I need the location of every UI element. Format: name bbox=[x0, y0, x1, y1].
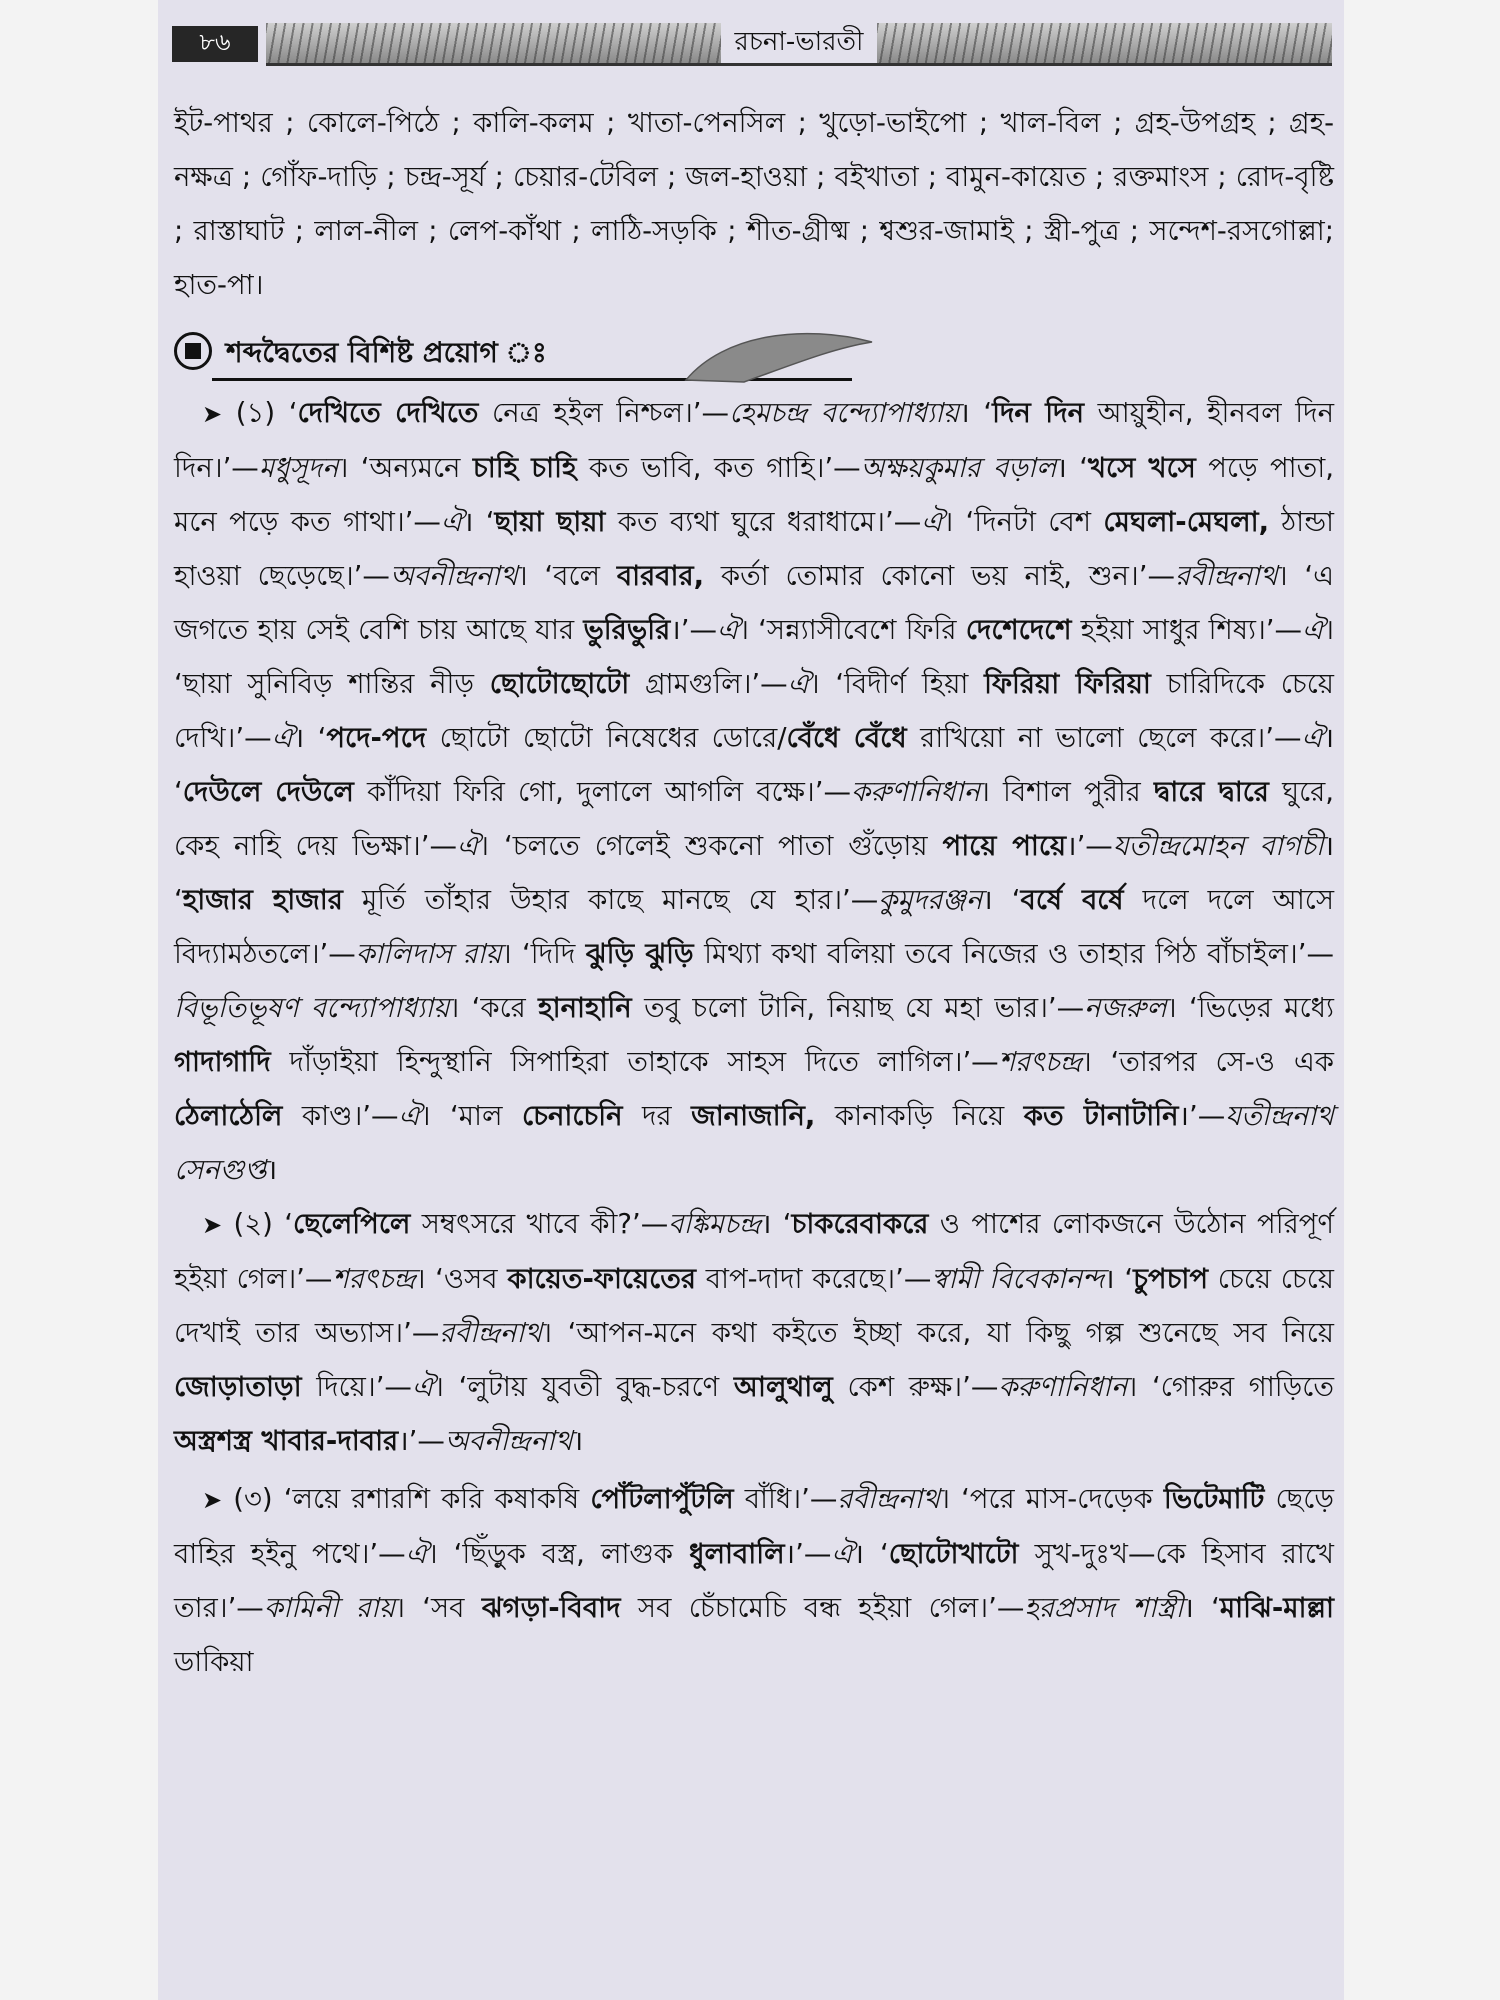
quote-text: মূর্তি তাঁহার উহার কাছে মানছে যে হার।’— bbox=[342, 884, 879, 916]
quote-text: । বিশাল পুরীর bbox=[979, 776, 1154, 808]
author-attribution: ঐ bbox=[831, 1538, 854, 1570]
author-attribution: যতীন্দ্রমোহন বাগচী bbox=[1112, 830, 1324, 862]
quote-text: । ‘গোরুর গাড়িতে bbox=[1127, 1371, 1334, 1403]
page-number: ৮৬ bbox=[172, 26, 258, 62]
author-attribution: ঐ bbox=[398, 1100, 421, 1132]
quote-text: । ‘অন্যমনে bbox=[338, 452, 473, 484]
quote-text: সব চেঁচামেচি বন্ধ হইয়া গেল।’— bbox=[620, 1592, 1025, 1624]
quote-text: । ‘ওসব bbox=[415, 1263, 508, 1295]
quote-text: তবু চলো টানি, নিয়াছ যে মহা ভার।’— bbox=[631, 992, 1085, 1024]
quote-text: । ‘তারপর সে-ও এক bbox=[1081, 1046, 1334, 1078]
author-attribution: ঐ bbox=[405, 1538, 428, 1570]
quote-text: গ্রামগুলি।’— bbox=[629, 668, 788, 700]
quote-text: । ‘ bbox=[853, 1538, 889, 1570]
quote-text: হইয়া সাধুর শিষ্য।’— bbox=[1071, 614, 1303, 646]
bold-example-word: ছায়া ছায়া bbox=[494, 506, 606, 538]
quote-text: ছোটো ছোটো নিষেধের ডোরে/ bbox=[426, 722, 787, 754]
arrow-bullet-icon: ➤ bbox=[202, 400, 223, 428]
bold-example-word: হানাহানি bbox=[538, 992, 632, 1024]
author-attribution: রবীন্দ্রনাথ bbox=[439, 1317, 543, 1349]
quote-text: । ‘ bbox=[174, 722, 1334, 808]
bold-example-word: অস্ত্রশস্ত্র খাবার-দাবার bbox=[174, 1425, 399, 1457]
author-attribution: শরৎচন্দ্র bbox=[332, 1263, 416, 1295]
bold-example-word: আলুথালু bbox=[733, 1371, 833, 1403]
decorative-grass-border-right bbox=[877, 23, 1332, 66]
quote-text: কত ব্যথা ঘুরে ধরাধামে।’— bbox=[605, 506, 922, 538]
bold-example-word: পোঁটলাপুঁটলি bbox=[590, 1483, 734, 1515]
quote-text: । ‘ bbox=[1183, 1592, 1220, 1624]
paragraph-text bbox=[174, 1483, 1334, 1678]
bold-example-word: দেখিতে দেখিতে bbox=[297, 397, 479, 429]
quote-text: । ‘এ জগতে হায় সেই বেশি চায় আছে যার bbox=[174, 560, 1334, 646]
quote-text: । ‘ bbox=[174, 830, 1334, 916]
bold-example-word: ঝুড়ি ঝুড়ি bbox=[585, 938, 694, 970]
quote-text: । ‘ bbox=[463, 506, 495, 538]
quote-text: ছেড়ে বাহির হইনু পথে।’— bbox=[174, 1483, 1334, 1570]
quote-text: ।’— bbox=[1066, 830, 1113, 862]
quote-text: কানাকড়ি নিয়ে bbox=[815, 1100, 1024, 1132]
quote-text: । ‘বলে bbox=[517, 560, 617, 592]
bold-example-word: চুপচাপ bbox=[1133, 1263, 1209, 1295]
author-attribution: রবীন্দ্রনাথ bbox=[837, 1483, 941, 1515]
section-heading bbox=[174, 322, 1334, 384]
quote-text: । ‘ bbox=[959, 397, 993, 429]
quote-text: । ‘দিনটা বেশ bbox=[943, 506, 1104, 538]
quote-text: । ‘করে bbox=[449, 992, 539, 1024]
author-attribution: ঐ bbox=[921, 506, 944, 538]
bold-example-word: কায়েত-ফায়েতের bbox=[507, 1263, 696, 1295]
quote-text: দর bbox=[622, 1100, 692, 1132]
quote-text: বাঁধি।’— bbox=[733, 1483, 838, 1515]
quote-text: ঠান্ডা হাওয়া ছেড়েছে।’— bbox=[174, 506, 1334, 592]
bold-example-word: ফিরিয়া ফিরিয়া bbox=[984, 668, 1151, 700]
author-attribution: ঐ bbox=[716, 614, 740, 646]
bold-example-word: খসে খসে bbox=[1087, 452, 1196, 484]
quote-text: । ‘আপন-মনে কথা কইতে ইচ্ছা করে, যা কিছু গল্প শুনেছে সব নিয়ে bbox=[542, 1317, 1334, 1349]
quote-text: দলে দলে আসে বিদ্যামঠতলে।’— bbox=[174, 884, 1335, 970]
quote-text: । ‘চলতে গেলেই শুকনো পাতা গুঁড়োয় bbox=[479, 830, 943, 862]
book-page bbox=[158, 0, 1344, 2000]
bold-example-word: বারবার, bbox=[616, 560, 705, 592]
bold-example-word: ভিটেমাটি bbox=[1163, 1483, 1265, 1515]
quote-text: । ‘ছায়া সুনিবিড় শান্তির নীড় bbox=[174, 614, 1334, 700]
quote-text: কত ভাবি, কত গাহি।’— bbox=[576, 452, 861, 484]
quote-text: দিয়ে।’— bbox=[301, 1371, 412, 1403]
quote-text: ।’— bbox=[784, 1538, 832, 1570]
bold-example-word: জানাজানি, bbox=[691, 1100, 816, 1132]
quote-text: । ‘সন্ন্যাসীবেশে ফিরি bbox=[739, 614, 966, 646]
author-attribution: কুমুদরঞ্জন bbox=[878, 884, 983, 916]
bold-example-word: ভুরিভুরি bbox=[583, 614, 671, 646]
author-attribution: ঐ bbox=[1302, 614, 1325, 646]
leaf-ornament-icon bbox=[684, 324, 874, 384]
author-attribution: নজরুল bbox=[1084, 992, 1167, 1024]
quote-text: নেত্র হইল নিশ্চল।’— bbox=[478, 397, 730, 429]
page-header bbox=[172, 20, 1332, 68]
quote-text: ।’— bbox=[670, 614, 717, 646]
quote-text: ‘ bbox=[275, 397, 298, 429]
quote-text: কেশ রুক্ষ।’— bbox=[832, 1371, 999, 1403]
quote-text: । ‘ bbox=[1056, 452, 1088, 484]
quote-text: ‘ bbox=[272, 1208, 293, 1240]
quote-text: দাঁড়াইয়া হিন্দুস্থানি সিপাহিরা তাহাকে সাহস দিতে লাগিল।’— bbox=[270, 1046, 999, 1078]
quote-text: । ‘সব bbox=[395, 1592, 482, 1624]
bold-example-word: দ্বারে দ্বারে bbox=[1153, 776, 1269, 808]
example-paragraph-2 bbox=[174, 1197, 1334, 1468]
author-attribution: করুণানিধান bbox=[850, 776, 980, 808]
quote-text: বাপ-দাদা করেছে।’— bbox=[696, 1263, 932, 1295]
quote-text: ।’— bbox=[398, 1425, 445, 1457]
paragraph-number: (১) bbox=[235, 397, 276, 429]
bold-example-word: ঝগড়া-বিবাদ bbox=[481, 1592, 621, 1624]
bold-example-word: গাদাগাদি bbox=[174, 1046, 271, 1078]
author-attribution: স্বামী বিবেকানন্দ bbox=[931, 1263, 1105, 1295]
quote-text: ঘুরে, কেহ নাহি দেয় ভিক্ষা।’— bbox=[174, 776, 1334, 862]
author-attribution: ঐ bbox=[271, 722, 294, 754]
quote-text: । ‘ bbox=[293, 722, 327, 754]
example-paragraph-3 bbox=[174, 1472, 1334, 1689]
quote-text: সুখ-দুঃখ—কে হিসাব রাখে তার।’— bbox=[174, 1538, 1334, 1624]
section-title: শব্দদ্বৈতের বিশিষ্ট প্রয়োগ ঃ bbox=[226, 336, 547, 369]
quote-text: । ‘ bbox=[1104, 1263, 1134, 1295]
bold-example-word: দেউলে দেউলে bbox=[182, 776, 354, 808]
author-attribution: অবনীন্দ্রনাথ bbox=[444, 1425, 573, 1457]
example-paragraph-1 bbox=[174, 386, 1334, 1197]
bold-example-word: চেনাচেনি bbox=[521, 1100, 623, 1132]
running-title: রচনা-ভারতী bbox=[721, 23, 878, 66]
author-attribution: ঐ bbox=[411, 1371, 435, 1403]
bold-example-word: কত টানাটানি bbox=[1023, 1100, 1179, 1132]
quote-text: কর্তা তোমার কোনো ভয় নাই, শুন।’— bbox=[704, 560, 1175, 592]
author-attribution: ঐ bbox=[787, 668, 810, 700]
author-attribution: হেমচন্দ্র বন্দ্যোপাধ্যায় bbox=[729, 397, 960, 429]
intro-paragraph: ইট-পাথর ; কোলে-পিঠে ; কালি-কলম ; খাতা-পেনসিল ; খুড়ো-ভাইপো ; খাল-বিল ; গ্রহ-উপগ্রহ ; গ্রহ-নক্ষত্র ; গোঁফ-দাড়ি ; চন্দ্র-সূর্য ; চেয়ার-টেবিল ; জল-হাওয়া ; বইখাতা ; বামুন-কায়েত ; রক্তমাংস ; রোদ-বৃষ্টি ; রাস্তাঘাট ; লাল-নীল ; লেপ-কাঁথা ; লাঠি-সড়কি ; শীত-গ্রীষ্ম ; শ্বশুর-জামাই ; স্ত্রী-পুত্র ; সন্দেশ-রসগোল্লা; হাত-পা। bbox=[174, 107, 1334, 301]
paragraph-number: (৩) bbox=[233, 1483, 273, 1515]
bold-example-word: হাজার হাজার bbox=[182, 884, 343, 916]
paragraph-number: (২) bbox=[233, 1208, 273, 1240]
quote-text: । bbox=[266, 1154, 278, 1186]
page-body bbox=[174, 96, 1334, 1689]
bold-example-word: মেঘলা-মেঘলা, bbox=[1103, 506, 1270, 538]
quote-text: কাঁদিয়া ফিরি গো, দুলালে আগলি বক্ষে।’— bbox=[353, 776, 851, 808]
author-attribution: রবীন্দ্রনাথ bbox=[1174, 560, 1278, 592]
arrow-bullet-icon: ➤ bbox=[202, 1486, 223, 1514]
quote-text: চেয়ে চেয়ে দেখাই তার অভ্যাস।’— bbox=[174, 1263, 1335, 1349]
bold-example-word: বর্ষে বর্ষে bbox=[1020, 884, 1124, 916]
quote-text: । ‘ bbox=[760, 1208, 792, 1240]
quote-text: আয়ুহীন, হীনবল দিন দিন।’— bbox=[174, 397, 1334, 484]
decorative-grass-border-left bbox=[266, 23, 721, 66]
author-attribution: যতীন্দ্রনাথ সেনগুপ্ত bbox=[174, 1100, 1334, 1186]
quote-text: ডাকিয়া bbox=[174, 1646, 254, 1678]
quote-text: পড়ে পাতা, মনে পড়ে কত গাথা।’— bbox=[174, 452, 1334, 538]
bold-example-word: ছোটোখাটো bbox=[888, 1538, 1019, 1570]
bold-example-word: চাকরেবাকরে bbox=[791, 1208, 929, 1240]
quote-text: । ‘পরে মাস-দেড়েক bbox=[940, 1483, 1164, 1515]
quote-text: ।’— bbox=[1178, 1100, 1226, 1132]
bold-example-word: জোড়াতাড়া bbox=[174, 1371, 302, 1403]
quote-text: । ‘ছিঁড়ুক বস্ত্র, লাগুক bbox=[427, 1538, 690, 1570]
quote-text: । ‘মাল bbox=[420, 1100, 522, 1132]
author-attribution: অবনীন্দ্রনাথ bbox=[389, 560, 518, 592]
quote-text: ও পাশের লোকজনে উঠোন পরিপূর্ণ হইয়া গেল।’— bbox=[174, 1208, 1335, 1295]
bold-example-word: পায়ে পায়ে bbox=[942, 830, 1067, 862]
bold-example-word: চাহি চাহি bbox=[472, 452, 577, 484]
author-attribution: বিভূতিভূষণ বন্দ্যোপাধ্যায় bbox=[174, 992, 450, 1024]
author-attribution: করুণানিধান bbox=[998, 1371, 1128, 1403]
author-attribution: বঙ্কিমচন্দ্র bbox=[668, 1208, 761, 1240]
quote-text: রাখিয়ো না ভালো ছেলে করে।’— bbox=[906, 722, 1302, 754]
bold-example-word: পদে-পদে bbox=[326, 722, 427, 754]
author-attribution: ঐ bbox=[440, 506, 464, 538]
arrow-bullet-icon: ➤ bbox=[202, 1211, 223, 1239]
bold-example-word: ছোটোছোটো bbox=[489, 668, 630, 700]
quote-text: সম্বৎসরে খাবে কী?’— bbox=[410, 1208, 669, 1240]
quote-text: । ‘ভিড়ের মধ্যে bbox=[1166, 992, 1334, 1024]
quote-text: । bbox=[572, 1425, 584, 1457]
quote-text: ‘লয়ে রশারশি করি কষাকষি bbox=[272, 1483, 591, 1515]
author-attribution: শরৎচন্দ্র bbox=[998, 1046, 1082, 1078]
author-attribution: ঐ bbox=[457, 830, 480, 862]
bold-example-word: দিন দিন bbox=[992, 397, 1085, 429]
author-attribution: মধুসূদন bbox=[258, 452, 339, 484]
author-attribution: কালিদাস রায় bbox=[355, 938, 502, 970]
paragraph-text bbox=[174, 1208, 1334, 1457]
quote-text: । ‘লুটায় যুবতী বুদ্ধ-চরণে bbox=[434, 1371, 734, 1403]
bold-example-word: ধুলাবালি bbox=[689, 1538, 785, 1570]
author-attribution: ঐ bbox=[1301, 722, 1324, 754]
bold-example-word: মাঝি-মাল্লা bbox=[1219, 1592, 1335, 1624]
author-attribution: অক্ষয়কুমার বড়াল bbox=[860, 452, 1057, 484]
author-attribution: কামিনী রায় bbox=[263, 1592, 396, 1624]
bold-example-word: ছেলেপিলে bbox=[292, 1208, 411, 1240]
author-attribution: হরপ্রসাদ শাস্ত্রী bbox=[1024, 1592, 1184, 1624]
quote-text: চারিদিকে চেয়ে দেখি।’— bbox=[174, 668, 1334, 754]
square-bullet-icon bbox=[174, 332, 212, 370]
quote-text: । ‘ bbox=[982, 884, 1021, 916]
bold-example-word: ঠেলাঠেলি bbox=[174, 1100, 283, 1132]
quote-text: মিথ্যা কথা বলিয়া তবে নিজের ও তাহার পিঠ বাঁচাইল।’— bbox=[693, 938, 1335, 970]
bold-example-word: বেঁধে বেঁধে bbox=[786, 722, 907, 754]
paragraph-text bbox=[174, 397, 1334, 1186]
quote-text: কাণ্ড।’— bbox=[282, 1100, 399, 1132]
quote-text: । ‘বিদীর্ণ হিয়া bbox=[809, 668, 985, 700]
bold-example-word: দেশেদেশে bbox=[965, 614, 1072, 646]
quote-text: । ‘দিদি bbox=[501, 938, 586, 970]
